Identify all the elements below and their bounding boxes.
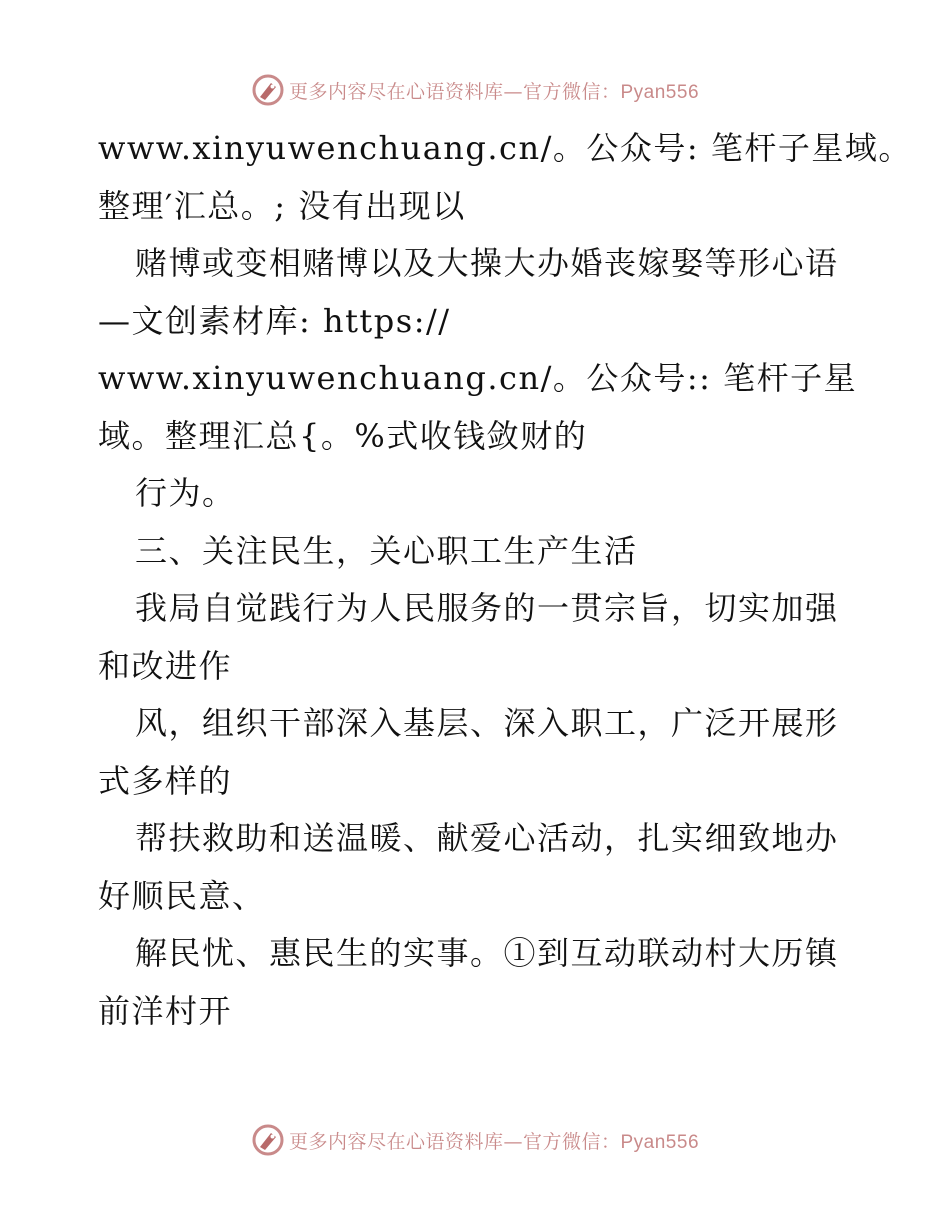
text-line: 前洋村开 <box>98 991 233 1030</box>
pen-nib-logo-icon <box>251 1123 285 1157</box>
text-line: 解民忧、惠民生的实事。①到互动联动村大历镇 <box>135 934 839 972</box>
text-line: —文创素材库: https:// <box>98 301 451 340</box>
header-watermark <box>0 70 950 110</box>
watermark-text: 更多内容尽在心语资料库—官方微信：Pyan556 <box>288 1130 700 1153</box>
document-body <box>98 120 912 1040</box>
text-line: www.xinyuwenchuang.cn/。公众号: 笔杆子星域。 <box>98 129 912 167</box>
footer-watermark <box>0 1120 950 1160</box>
text-line: www.xinyuwenchuang.cn/。公众号:: 笔杆子星 <box>98 359 858 397</box>
text-line: 整理′汇总。; 没有出现以 <box>98 186 466 225</box>
watermark-text: 更多内容尽在心语资料库—官方微信：Pyan556 <box>288 80 700 103</box>
text-line: 帮扶救助和送温暖、献爱心活动，扎实细致地办 <box>135 819 839 857</box>
text-line: 域。整理汇总{。%式收钱敛财的 <box>98 416 588 455</box>
text-line: 行为。 <box>135 474 236 512</box>
text-line: 好顺民意、 <box>98 876 266 915</box>
text-line: 和改进作 <box>98 646 233 685</box>
pen-nib-logo-icon <box>251 73 285 107</box>
text-line: 式多样的 <box>98 761 233 800</box>
text-line: 风，组织干部深入基层、深入职工，广泛开展形 <box>135 704 839 742</box>
text-line: 我局自觉践行为人民服务的一贯宗旨，切实加强 <box>135 589 839 627</box>
text-line: 赌博或变相赌博以及大操大办婚丧嫁娶等形心语 <box>135 244 839 282</box>
text-line: 三、关注民生，关心职工生产生活 <box>135 531 638 570</box>
